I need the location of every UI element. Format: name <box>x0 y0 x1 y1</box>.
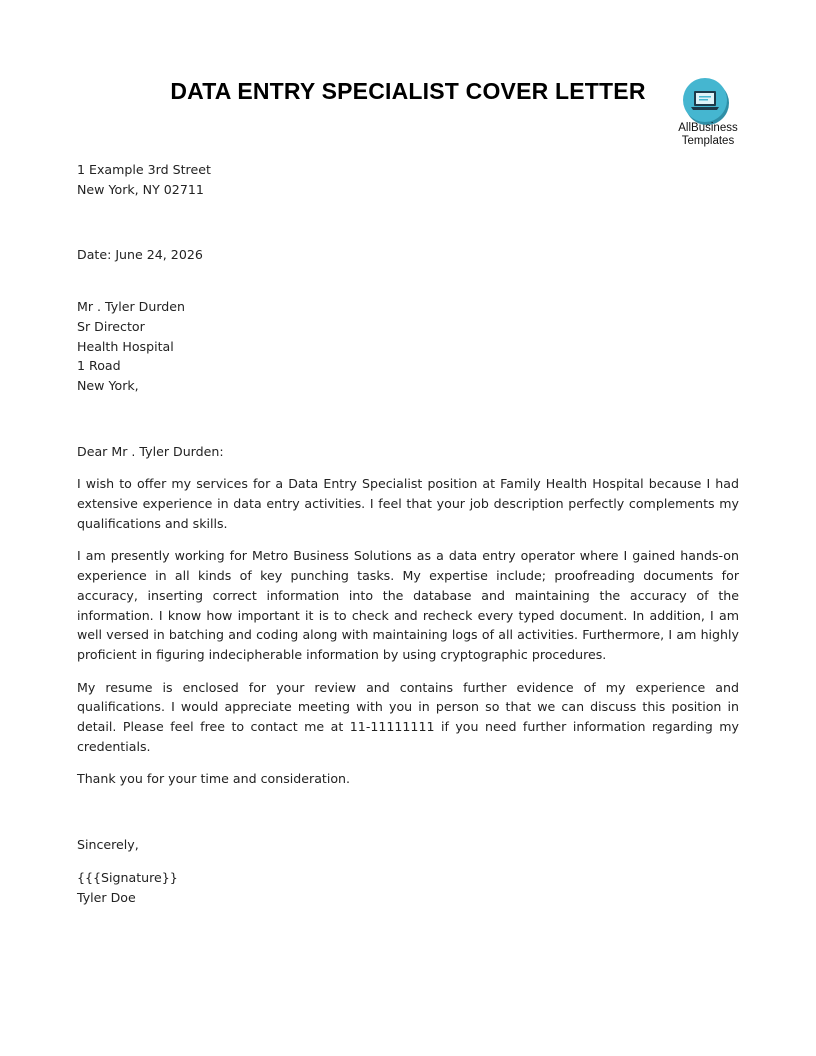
document-title: DATA ENTRY SPECIALIST COVER LETTER <box>170 78 646 104</box>
logo-badge <box>683 78 727 122</box>
laptop-icon <box>683 78 727 122</box>
sender-address <box>77 160 739 199</box>
signature-placeholder: {{{Signature}} <box>77 869 178 885</box>
sender-address-line-1: 1 Example 3rd Street <box>77 162 211 177</box>
allbusiness-templates-logo <box>670 76 746 150</box>
logo-wordmark <box>670 122 746 148</box>
letter-body <box>77 160 739 907</box>
sender-address-line-2: New York, NY 02711 <box>77 181 204 197</box>
valediction: Sincerely, <box>77 837 139 853</box>
recipient-street: 1 Road <box>77 358 121 374</box>
paragraph-1: I wish to offer my services for a Data Entry Specialist position at Family Health Hospital because I had extensive experience in data entry activities. I feel that your job description perfectly complements my qualifications and skills. <box>77 476 739 531</box>
recipient-name: Mr . Tyler Durden <box>77 299 186 315</box>
paragraph-2: I am presently working for Metro Business Solutions as a data entry operator where I gained hands-on experience in all kinds of key punching tasks. My expertise include; proofreading documents for accuracy, inserting correct information into the database and maintaining the accuracy of the information. I know how important it is to check and recheck every typed document. In addition, I am well versed in batching and coding along with maintaining logs of all activities. Furthermore, I am highly proficient in figuring indecipherable information by using cryptographic procedures. <box>77 548 739 662</box>
paragraph-3: My resume is enclosed for your review and contains further evidence of my experience and qualifications. I would appreciate meeting with you in person so that we can discuss this position in detail. Please feel free to contact me at 11-11111111 if you need further information regarding my credentials. <box>77 679 739 754</box>
recipient-title: Sr Director <box>77 318 145 334</box>
logo-line-2: Templates <box>681 135 735 147</box>
salutation: Dear Mr . Tyler Durden: <box>77 443 224 459</box>
signer-name: Tyler Doe <box>77 889 136 905</box>
recipient-block <box>77 297 739 396</box>
recipient-city: New York, <box>77 377 139 393</box>
recipient-company: Health Hospital <box>77 338 174 354</box>
paragraph-4: Thank you for your time and consideration. <box>77 771 351 787</box>
logo-line-1: AllBusiness <box>678 122 738 134</box>
letter-date: Date: June 24, 2026 <box>77 247 203 263</box>
